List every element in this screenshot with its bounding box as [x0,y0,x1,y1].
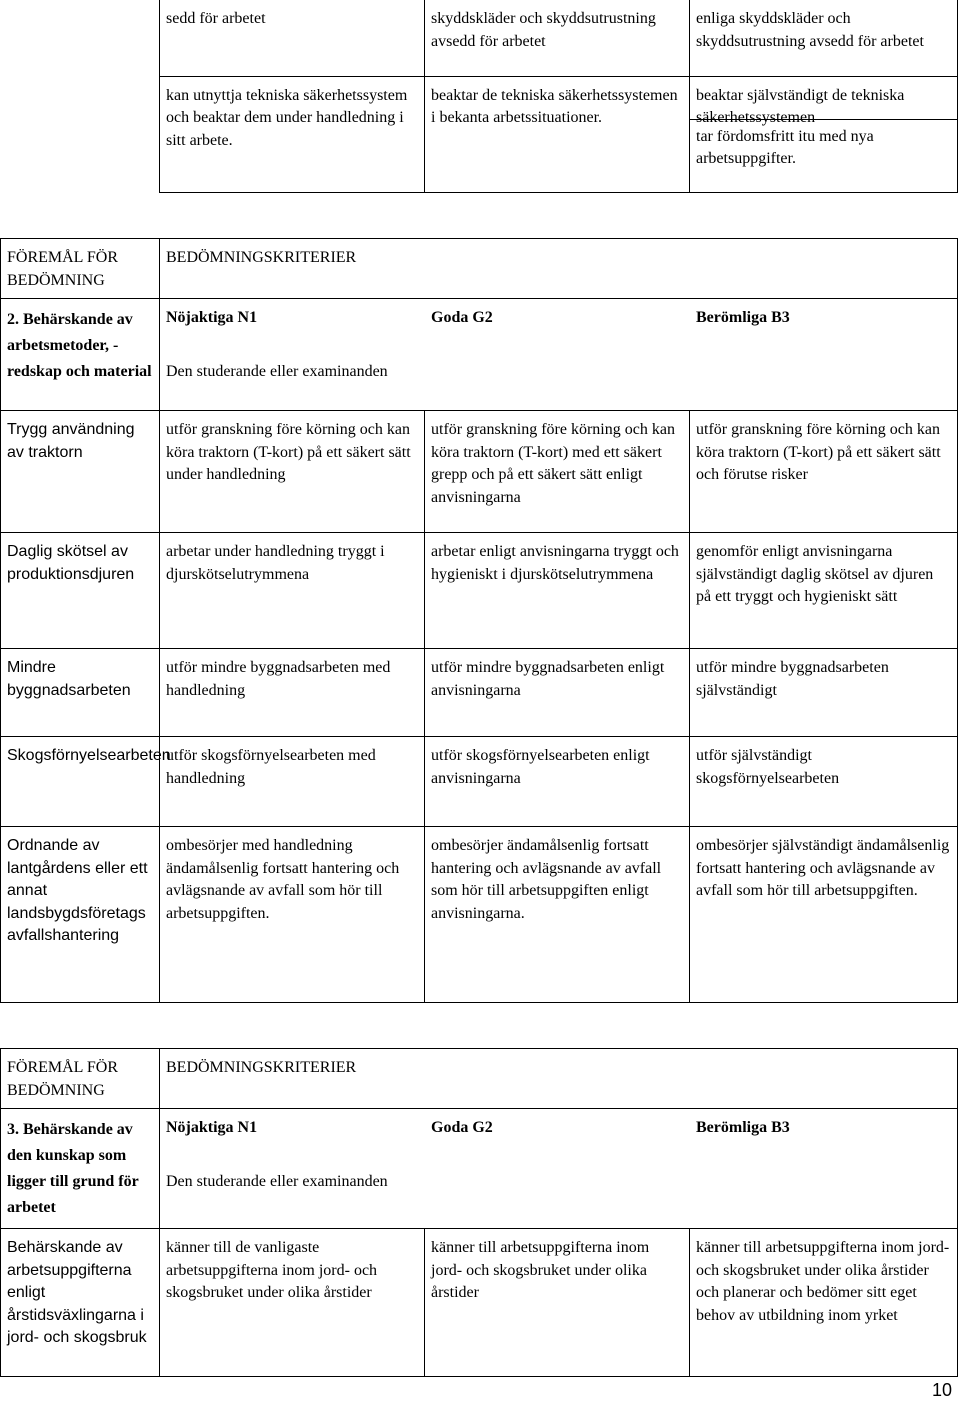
table-row [1,649,958,737]
header-row [1,239,958,299]
n1-cell: utför mindre byggnadsarbeten med handledning [160,649,425,737]
header-row [1,1049,958,1109]
section3-criteria-table [0,1048,958,1377]
levels-cell [160,1109,958,1229]
b3-cell: ombesörjer självständigt ändamålsenlig fortsatt hantering och avlägsnande av avfall som hör till arbetsuppgiften. [690,827,958,1003]
row-label: Daglig skötsel av produktionsdjuren [1,533,160,649]
g2-cell: arbetar enligt anvisningarna tryggt och hygieniskt i djurskötselutrymmena [425,533,690,649]
g2-cell: utför skogsförnyelsearbeten enligt anvisningarna [425,737,690,827]
table-row [1,1229,958,1377]
table-row [1,533,958,649]
page-number: 10 [932,1380,953,1400]
subject-text: Den studerande eller examinanden [166,363,388,380]
level-g2: Goda G2 [431,309,493,326]
row-label: Trygg användning av traktorn [1,411,160,533]
level-b3: Berömliga B3 [696,1119,790,1136]
table-cell: kan utnyttja tekniska säkerhetssystem och beaktar dem under handledning i sitt arbete. [160,76,425,192]
n1-cell: utför skogsförnyelsearbeten med handledning [160,737,425,827]
n1-cell: ombesörjer med handledning ändamålsenlig fortsatt hantering och avlägsnande av avfall som hör till arbetsuppgiften. [160,827,425,1003]
table-cell: enliga skyddskläder och skyddsutrustning avsedd för arbetet [690,0,958,76]
top-criteria-table [159,0,958,193]
section2-criteria-table [0,238,958,1003]
topic-heading: 3. Behärskande av den kunskap som ligger till grund för arbetet [1,1109,160,1229]
table-row [160,0,958,76]
level-n1: Nöjaktiga N1 [166,1119,258,1136]
head-left: FÖREMÅL FÖR BEDÖMNING [1,239,160,299]
row-label: Ordnande av lantgårdens eller ett annat landsbygdsföretags avfallshantering [1,827,160,1003]
n1-cell: utför granskning före körning och kan köra traktorn (T-kort) på ett säkert sätt under handledning [160,411,425,533]
table-row [1,827,958,1003]
table-row [1,737,958,827]
g2-cell: ombesörjer ändamålsenlig fortsatt hantering och avlägsnande av avfall som hör till arbetsuppgiften enligt anvisningarna. [425,827,690,1003]
topic-heading: 2. Behärskande av arbetsmetoder, -redskap och material [1,299,160,411]
level-g2: Goda G2 [431,1119,493,1136]
head-right: BEDÖMNINGSKRITERIER [160,239,958,299]
n1-cell: känner till de vanligaste arbetsuppgifterna inom jord- och skogsbruket under olika årstider [160,1229,425,1377]
row-label: Skogsförnyelsearbeten [1,737,160,827]
levels-row [1,299,958,411]
b3-cell: genomför enligt anvisningarna självständigt daglig skötsel av djuren på ett tryggt och hygieniskt sätt [690,533,958,649]
n1-cell: arbetar under handledning tryggt i djurskötselutrymmena [160,533,425,649]
levels-row [1,1109,958,1229]
b3-cell: känner till arbetsuppgifterna inom jord- och skogsbruket under olika årstider och planerar och bedömer sitt eget behov av utbildning inom yrket [690,1229,958,1377]
table-cell: beaktar de tekniska säkerhetssystemen i bekanta arbetssituationer. [425,76,690,192]
level-b3: Berömliga B3 [696,309,790,326]
table-row [160,76,958,192]
criteria-text: beaktar självständigt de tekniska säkerhetssystemen [696,86,905,126]
table-cell [690,76,958,192]
table-row [1,411,958,533]
b3-cell: utför mindre byggnadsarbeten självständigt [690,649,958,737]
b3-cell: utför självständigt skogsförnyelsearbeten [690,737,958,827]
row-label: Mindre byggnadsarbeten [1,649,160,737]
head-right: BEDÖMNINGSKRITERIER [160,1049,958,1109]
level-n1: Nöjaktiga N1 [166,309,258,326]
row-label: Behärskande av arbetsuppgifterna enligt årstidsväxlingarna i jord- och skogsbruk [1,1229,160,1377]
b3-cell: utför granskning före körning och kan köra traktorn (T-kort) på ett säkert sätt och förutse risker [690,411,958,533]
table-cell: sedd för arbetet [160,0,425,76]
subject-text: Den studerande eller examinanden [166,1173,388,1190]
g2-cell: känner till arbetsuppgifterna inom jord- och skogsbruket under olika årstider [425,1229,690,1377]
criteria-text: tar fördomsfritt itu med nya arbetsuppgifter. [690,119,957,177]
head-left: FÖREMÅL FÖR BEDÖMNING [1,1049,160,1109]
levels-cell [160,299,958,411]
g2-cell: utför mindre byggnadsarbeten enligt anvisningarna [425,649,690,737]
g2-cell: utför granskning före körning och kan köra traktorn (T-kort) med ett säkert grepp och på ett säkert sätt enligt anvisningarna [425,411,690,533]
table-cell: skyddskläder och skyddsutrustning avsedd för arbetet [425,0,690,76]
